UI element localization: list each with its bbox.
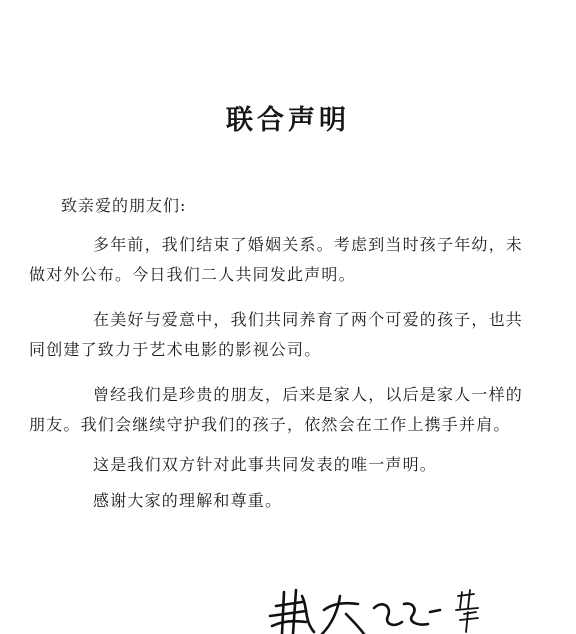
paragraph-4-line-1: 这是我们双方针对此事共同发表的唯一声明。	[93, 455, 438, 474]
paragraph-5	[61, 486, 521, 516]
salutation: 致亲爱的朋友们:	[61, 196, 187, 215]
statement-title: 联合声明	[226, 105, 350, 136]
paragraph-3-line-1: 曾经我们是珍贵的朋友，后来是家人，以后是家人一样的	[93, 385, 524, 404]
paragraph-1-line-2: 做对外公布。今日我们二人共同发此声明。	[29, 265, 356, 284]
paragraph-2-line-2: 同创建了致力于艺术电影的影视公司。	[29, 340, 322, 359]
paragraph-2-line-1: 在美好与爱意中，我们共同养育了两个可爱的孩子，也共	[93, 310, 524, 329]
paragraph-1-line-1: 多年前，我们结束了婚姻关系。考虑到当时孩子年幼，未	[93, 235, 524, 254]
paragraph-3-line-2: 朋友。我们会继续守护我们的孩子，依然会在工作上携手并肩。	[29, 415, 511, 434]
paragraph-3	[29, 380, 524, 440]
handwritten-signature-icon	[262, 586, 502, 634]
paragraph-2	[29, 305, 524, 365]
paragraph-1	[29, 230, 524, 290]
paragraph-4	[61, 450, 521, 480]
paragraph-5-line-1: 感谢大家的理解和尊重。	[93, 491, 283, 510]
